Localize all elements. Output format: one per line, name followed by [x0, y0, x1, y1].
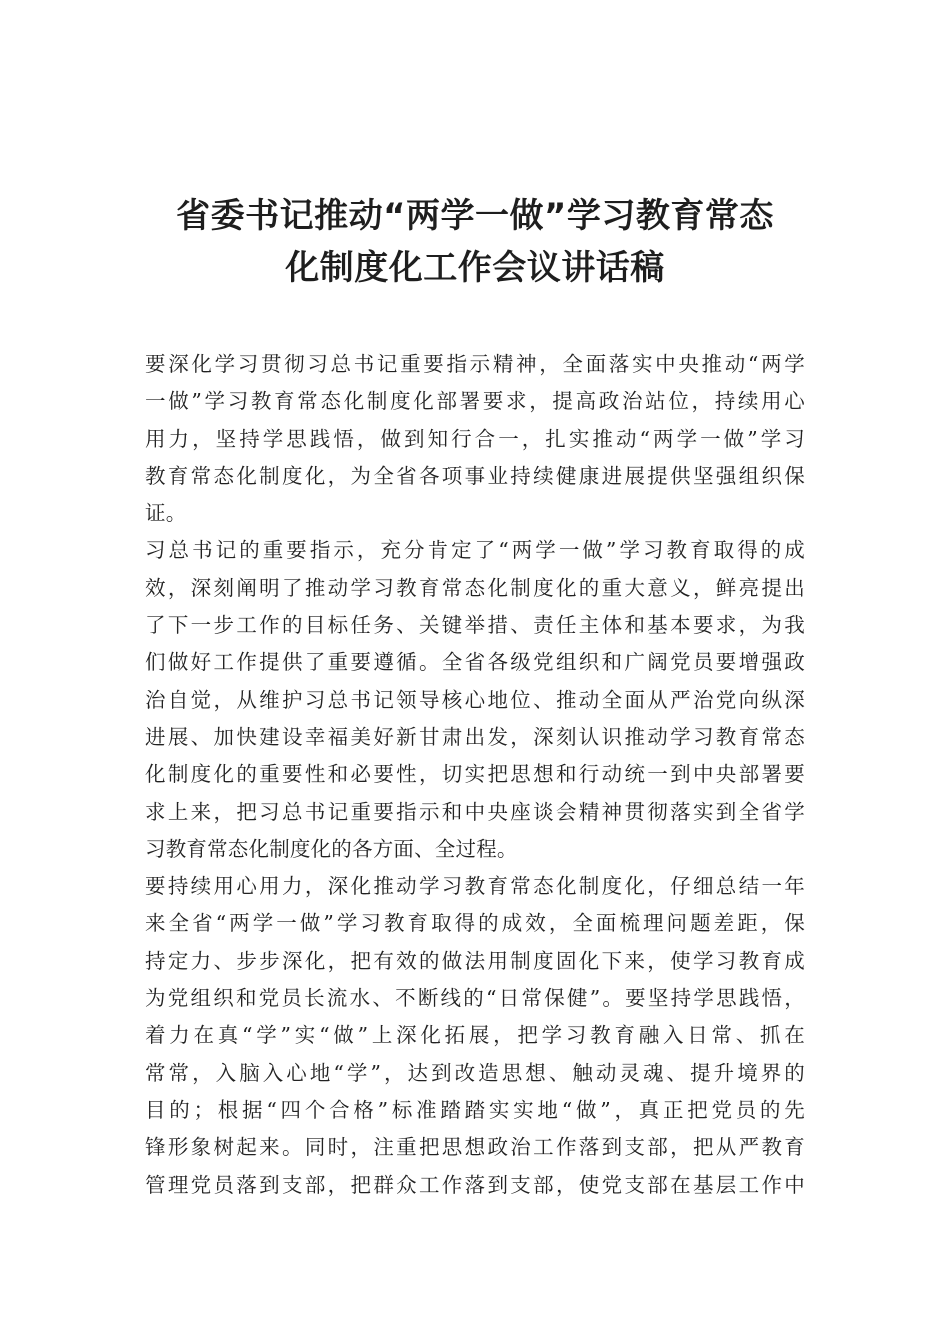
text-line: 证。	[145, 501, 187, 526]
text-line: 锋形象树起来。同时，注重把思想政治工作落到支部，把从严教育	[145, 1135, 805, 1160]
text-line: 习教育常态化制度化的各方面、全过程。	[145, 836, 518, 861]
title-line-1: 省委书记推动“两学一做”学习教育常态	[176, 196, 774, 236]
paragraph-2	[145, 532, 805, 868]
text-line: 要深化学习贯彻习总书记重要指示精神，全面落实中央推动“两学	[145, 352, 805, 376]
text-line: 目的；根据“四个合格”标准踏踏实实地“做”，真正把党员的先	[145, 1097, 805, 1122]
text-line: 来全省“两学一做”学习教育取得的成效，全面梳理问题差距，保	[145, 911, 805, 936]
text-line: 化制度化的重要性和必要性，切实把思想和行动统一到中央部署要	[145, 762, 805, 787]
text-line: 了下一步工作的目标任务、关键举措、责任主体和基本要求，为我	[145, 613, 805, 638]
text-line: 教育常态化制度化，为全省各项事业持续健康进展提供坚强组织保	[145, 463, 805, 488]
title-line-2: 化制度化工作会议讲话稿	[285, 248, 665, 288]
text-line: 进展、加快建设幸福美好新甘肃出发，深刻认识推动学习教育常态	[145, 724, 805, 749]
document-body	[145, 346, 805, 1204]
text-line: 求上来，把习总书记重要指示和中央座谈会精神贯彻落实到全省学	[145, 799, 805, 824]
text-line: 习总书记的重要指示，充分肯定了“两学一做”学习教育取得的成	[145, 538, 805, 563]
text-line: 效，深刻阐明了推动学习教育常态化制度化的重大意义，鲜亮提出	[145, 575, 805, 600]
text-line: 持定力、步步深化，把有效的做法用制度固化下来，使学习教育成	[145, 948, 805, 973]
text-line: 常常，入脑入心地“学”，达到改造思想、触动灵魂、提升境界的	[145, 1060, 805, 1085]
paragraph-3	[145, 868, 805, 1204]
document-title	[120, 190, 830, 294]
text-line: 一做”学习教育常态化制度化部署要求，提高政治站位，持续用心	[145, 389, 805, 414]
text-line: 治自觉，从维护习总书记领导核心地位、推动全面从严治党向纵深	[145, 687, 805, 712]
text-line: 为党组织和党员长流水、不断线的“日常保健”。要坚持学思践悟，	[145, 986, 805, 1011]
text-line: 管理党员落到支部，把群众工作落到支部，使党支部在基层工作中	[145, 1172, 805, 1197]
text-line: 着力在真“学”实“做”上深化拓展，把学习教育融入日常、抓在	[145, 1023, 805, 1048]
paragraph-1	[145, 346, 805, 532]
text-line: 们做好工作提供了重要遵循。全省各级党组织和广阔党员要增强政	[145, 650, 805, 675]
text-line: 用力，坚持学思践悟，做到知行合一，扎实推动“两学一做”学习	[145, 426, 805, 451]
text-line: 要持续用心用力，深化推动学习教育常态化制度化，仔细总结一年	[145, 874, 805, 899]
